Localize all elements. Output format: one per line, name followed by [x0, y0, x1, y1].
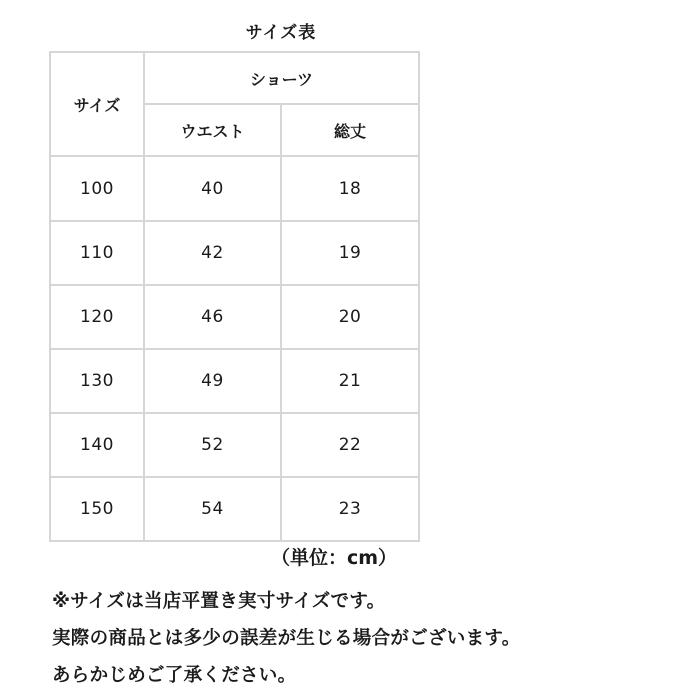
waist-cell: 54: [144, 477, 281, 541]
waist-cell: 42: [144, 221, 281, 285]
waist-cell: 52: [144, 413, 281, 477]
size-table: [49, 51, 420, 542]
unit-note: （単位：cm）: [270, 547, 398, 569]
length-cell: 18: [281, 156, 419, 221]
table-row: [50, 413, 419, 477]
notes-block: [52, 583, 692, 694]
column-header-waist: ウエスト: [144, 104, 281, 156]
length-cell: 20: [281, 285, 419, 349]
length-cell: 22: [281, 413, 419, 477]
note-line: 実際の商品とは多少の誤差が生じる場合がございます。: [52, 628, 521, 649]
page-title: サイズ表: [245, 23, 317, 43]
size-cell: 120: [50, 285, 144, 349]
size-cell: 140: [50, 413, 144, 477]
column-header-length: 総丈: [281, 104, 419, 156]
table-row: [50, 156, 419, 221]
table-row: [50, 477, 419, 541]
length-cell: 19: [281, 221, 419, 285]
table-row: [50, 221, 419, 285]
size-header: サイズ: [50, 52, 144, 156]
waist-cell: 49: [144, 349, 281, 413]
group-header-shorts: ショーツ: [144, 52, 419, 104]
waist-cell: 46: [144, 285, 281, 349]
table-row: [50, 285, 419, 349]
size-cell: 130: [50, 349, 144, 413]
size-cell: 100: [50, 156, 144, 221]
length-cell: 23: [281, 477, 419, 541]
note-line: あらかじめご了承ください。: [52, 665, 297, 686]
size-cell: 150: [50, 477, 144, 541]
note-line: ※サイズは当店平置き実寸サイズです。: [52, 591, 386, 612]
waist-cell: 40: [144, 156, 281, 221]
size-cell: 110: [50, 221, 144, 285]
length-cell: 21: [281, 349, 419, 413]
table-row: [50, 349, 419, 413]
